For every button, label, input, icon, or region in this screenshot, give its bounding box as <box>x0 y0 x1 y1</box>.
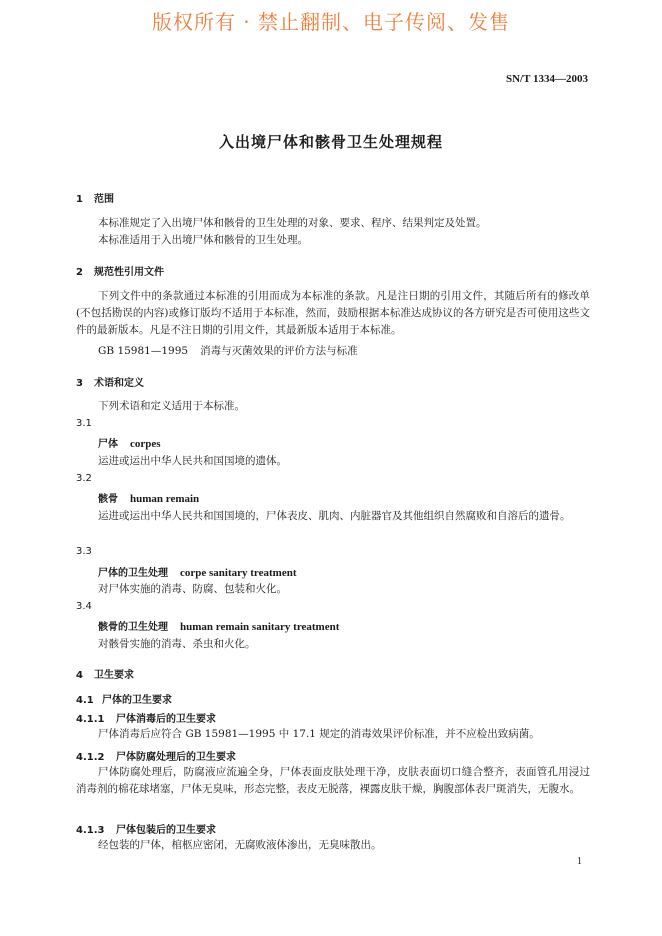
section-4-1-3-text: 经包装的尸体，棺柩应密闭，无腐败液体渗出，无臭味散出。 <box>98 839 382 851</box>
section-2-para-1: 下列文件中的条款通过本标准的引用而成为本标准的条款。凡是注日期的引用文件，其随后所有的修改单(不包括勘误的内容)或修订版均不适用于本标准，然而，鼓励根据本标准达成协议的各方研究是否可使用这些文件的最新版本。凡是不注日期的引用文件，其最新版本适用于本标准。 <box>76 290 590 336</box>
copyright-watermark: 版权所有 · 禁止翻制、电子传阅、发售 <box>151 10 511 34</box>
term-3-1-number: 3.1 <box>76 418 92 429</box>
term-3-3: 尸体的卫生处理 corpe sanitary treatment <box>98 567 297 579</box>
term-3-2: 骸骨 human remain <box>98 493 200 505</box>
section-4-1-3-heading: 4.1.3 尸体包装后的卫生要求 <box>76 825 216 836</box>
term-3-4: 骸骨的卫生处理 human remain sanitary treatment <box>98 621 340 633</box>
section-4-1-2-heading: 4.1.2 尸体防腐处理后的卫生要求 <box>76 752 236 763</box>
term-3-3-number: 3.3 <box>76 546 92 557</box>
section-2-heading: 2 规范性引用文件 <box>76 267 164 278</box>
section-4-1-heading: 4.1 尸体的卫生要求 <box>76 695 172 706</box>
normative-reference: GB 15981—1995 消毒与灭菌效果的评价方法与标准 <box>98 345 358 357</box>
page-number: 1 <box>577 856 582 867</box>
section-4-1-2-text: 尸体防腐处理后，防腐液应流遍全身，尸体表面皮肤处理干净，皮肤表面切口缝合整齐，表面管孔用浸过消毒剂的棉花球堵塞，尸体无臭味，形态完整，表皮无脱落，裸露皮肤干燥，胸腹部体表尸斑消失，无腹水。 <box>76 766 590 795</box>
section-4-heading: 4 卫生要求 <box>76 670 134 681</box>
page-title: 入出境尸体和骸骨卫生处理规程 <box>218 133 443 151</box>
section-1-para-1: 本标准规定了入出境尸体和骸骨的卫生处理的对象、要求、程序、结果判定及处置。 <box>98 217 487 229</box>
term-3-1: 尸体 corpes <box>98 438 161 450</box>
term-3-2-definition: 运进或运出中华人民共和国国境的，尸体表皮、肌肉、内脏器官及其他组织自然腐败和自溶后的遗骨。 <box>98 510 571 522</box>
section-1-para-2: 本标准适用于入出境尸体和骸骨的卫生处理。 <box>98 234 308 246</box>
term-3-4-number: 3.4 <box>76 601 92 612</box>
section-4-1-1-heading: 4.1.1 尸体消毒后的卫生要求 <box>76 714 216 725</box>
section-3-heading: 3 术语和定义 <box>76 378 144 389</box>
term-3-4-definition: 对骸骨实施的消毒、杀虫和火化。 <box>98 638 256 650</box>
section-3-intro: 下列术语和定义适用于本标准。 <box>98 400 245 412</box>
section-1-heading: 1 范围 <box>76 194 114 205</box>
standard-number: SN/T 1334—2003 <box>505 73 588 85</box>
term-3-2-number: 3.2 <box>76 473 92 484</box>
term-3-1-definition: 运进或运出中华人民共和国国境的遗体。 <box>98 455 287 467</box>
term-3-3-definition: 对尸体实施的消毒、防腐、包装和火化。 <box>98 583 287 595</box>
section-4-1-1-text: 尸体消毒后应符合 GB 15981—1995 中 17.1 规定的消毒效果评价标准，并不应检出致病菌。 <box>98 728 540 740</box>
